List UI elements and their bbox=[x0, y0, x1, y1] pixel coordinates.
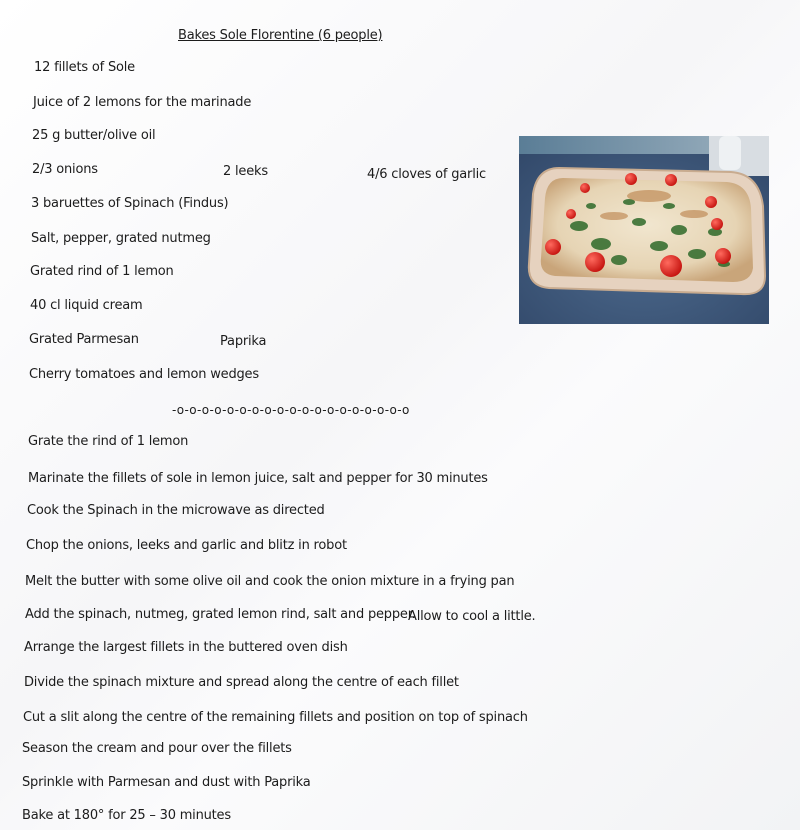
step-8: Divide the spinach mixture and spread along the centre of each fillet bbox=[24, 675, 459, 690]
step-12: Bake at 180° for 25 – 30 minutes bbox=[22, 808, 231, 823]
ingredient-seasoning: Salt, pepper, grated nutmeg bbox=[31, 231, 211, 246]
section-divider: -o-o-o-o-o-o-o-o-o-o-o-o-o-o-o-o-o-o-o bbox=[172, 403, 410, 417]
step-11: Sprinkle with Parmesan and dust with Paprika bbox=[22, 775, 311, 790]
ingredient-parmesan: Grated Parmesan bbox=[29, 332, 139, 347]
ingredient-lemons: Juice of 2 lemons for the marinade bbox=[33, 95, 252, 110]
ingredient-sole: 12 fillets of Sole bbox=[34, 60, 135, 75]
recipe-title: Bakes Sole Florentine (6 people) bbox=[178, 28, 383, 43]
baked-dish-photo bbox=[519, 136, 769, 324]
step-3: Cook the Spinach in the microwave as directed bbox=[27, 503, 325, 518]
step-9: Cut a slit along the centre of the remaining fillets and position on top of spinach bbox=[23, 710, 528, 725]
ingredient-spinach: 3 baruettes of Spinach (Findus) bbox=[31, 196, 229, 211]
ingredient-paprika: Paprika bbox=[220, 334, 267, 349]
step-6-note: Allow to cool a little. bbox=[408, 609, 536, 624]
step-1: Grate the rind of 1 lemon bbox=[28, 434, 189, 449]
ingredient-onions: 2/3 onions bbox=[32, 162, 98, 177]
ingredient-garlic: 4/6 cloves of garlic bbox=[367, 167, 486, 182]
ingredient-rind: Grated rind of 1 lemon bbox=[30, 264, 174, 279]
step-10: Season the cream and pour over the fillets bbox=[22, 741, 292, 756]
ingredient-cream: 40 cl liquid cream bbox=[30, 298, 143, 313]
ingredient-butter: 25 g butter/olive oil bbox=[32, 128, 156, 143]
step-5: Melt the butter with some olive oil and cook the onion mixture in a frying pan bbox=[25, 574, 515, 589]
step-2: Marinate the fillets of sole in lemon juice, salt and pepper for 30 minutes bbox=[28, 471, 488, 486]
step-7: Arrange the largest fillets in the buttered oven dish bbox=[24, 640, 348, 655]
step-6: Add the spinach, nutmeg, grated lemon rind, salt and pepper. bbox=[25, 607, 416, 622]
ingredient-garnish: Cherry tomatoes and lemon wedges bbox=[29, 367, 259, 382]
ingredient-leeks: 2 leeks bbox=[223, 164, 268, 179]
step-4: Chop the onions, leeks and garlic and blitz in robot bbox=[26, 538, 347, 553]
